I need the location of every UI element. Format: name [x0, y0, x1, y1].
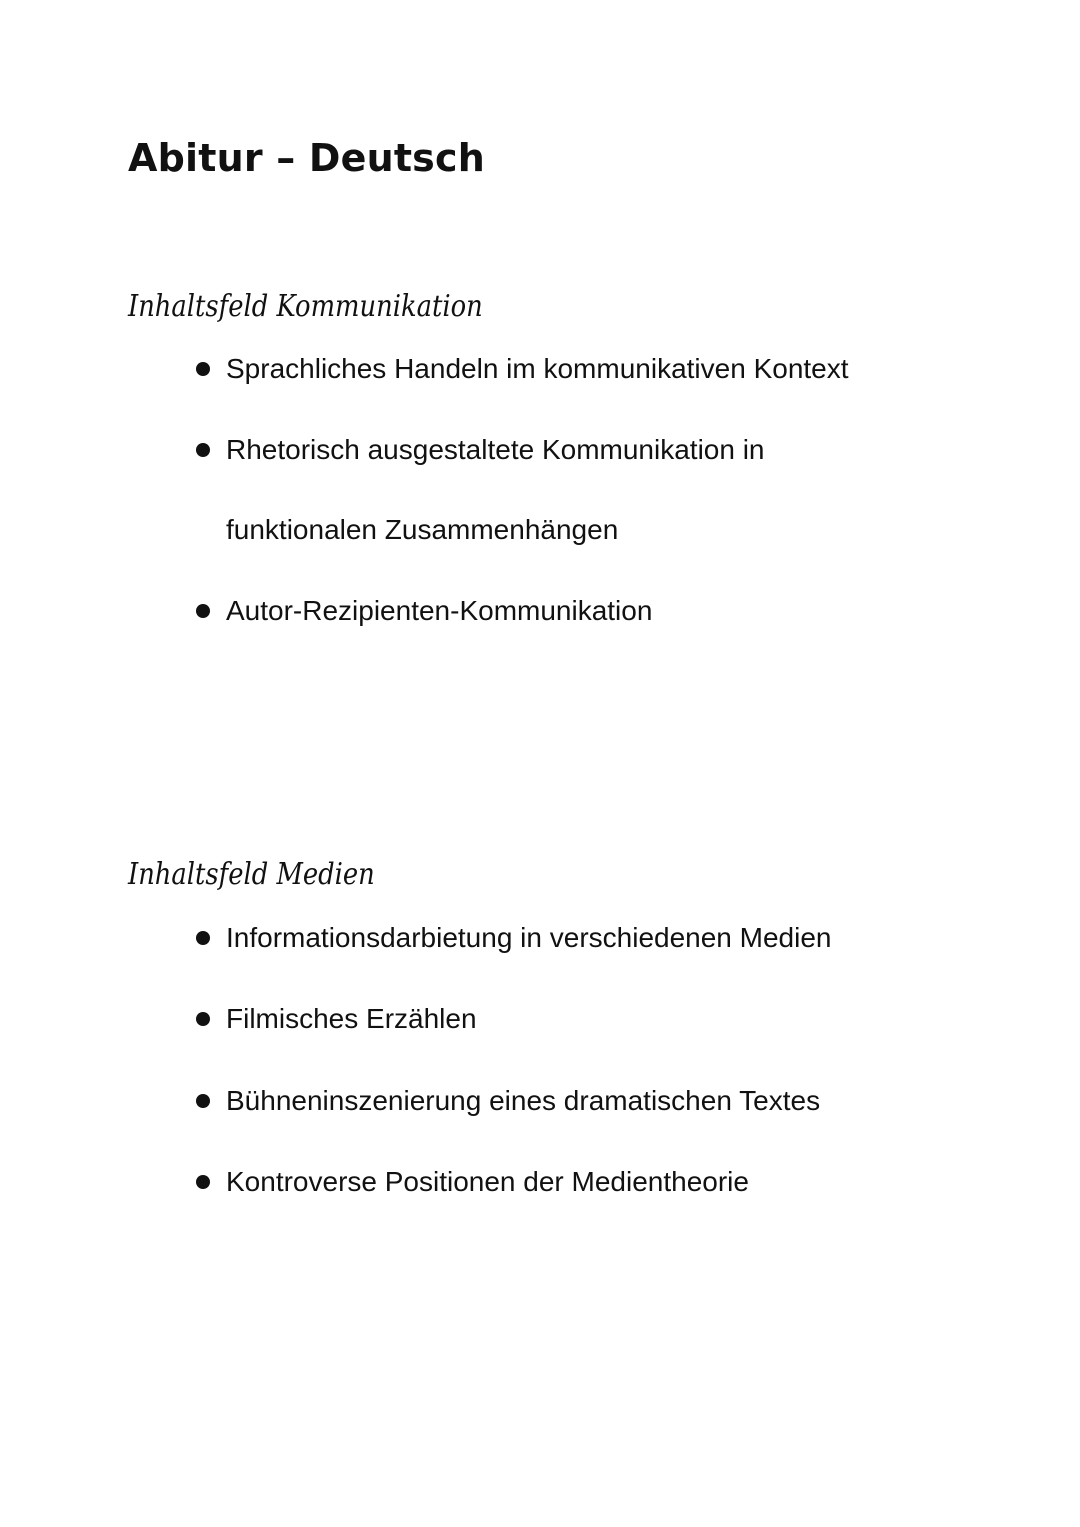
list-item-text: Bühneninszenierung eines dramatischen Textes — [226, 1085, 821, 1116]
bullet-icon — [196, 1094, 210, 1108]
list-item-text: funktionalen Zusammenhängen — [226, 514, 619, 545]
bullet-icon — [196, 1175, 210, 1189]
section-heading-kommunikation: Inhaltsfeld Kommunikation — [128, 289, 483, 324]
page-title: Abitur – Deutsch — [128, 136, 485, 180]
list-item-text: Rhetorisch ausgestaltete Kommunikation in — [226, 434, 765, 465]
bullet-icon — [196, 362, 210, 376]
list-item-text: Kontroverse Positionen der Medientheorie — [226, 1166, 749, 1197]
list-item-text: Autor-Rezipienten-Kommunikation — [226, 595, 653, 626]
bullet-icon — [196, 604, 210, 618]
list-item-text: Sprachliches Handeln im kommunikativen Kontext — [226, 353, 849, 384]
bullet-icon — [196, 1012, 210, 1026]
list-item-text: Filmisches Erzählen — [226, 1003, 477, 1034]
list-item-text: Informationsdarbietung in verschiedenen Medien — [226, 922, 832, 953]
bullet-icon — [196, 931, 210, 945]
bullet-icon — [196, 443, 210, 457]
section-heading-medien: Inhaltsfeld Medien — [128, 857, 375, 892]
